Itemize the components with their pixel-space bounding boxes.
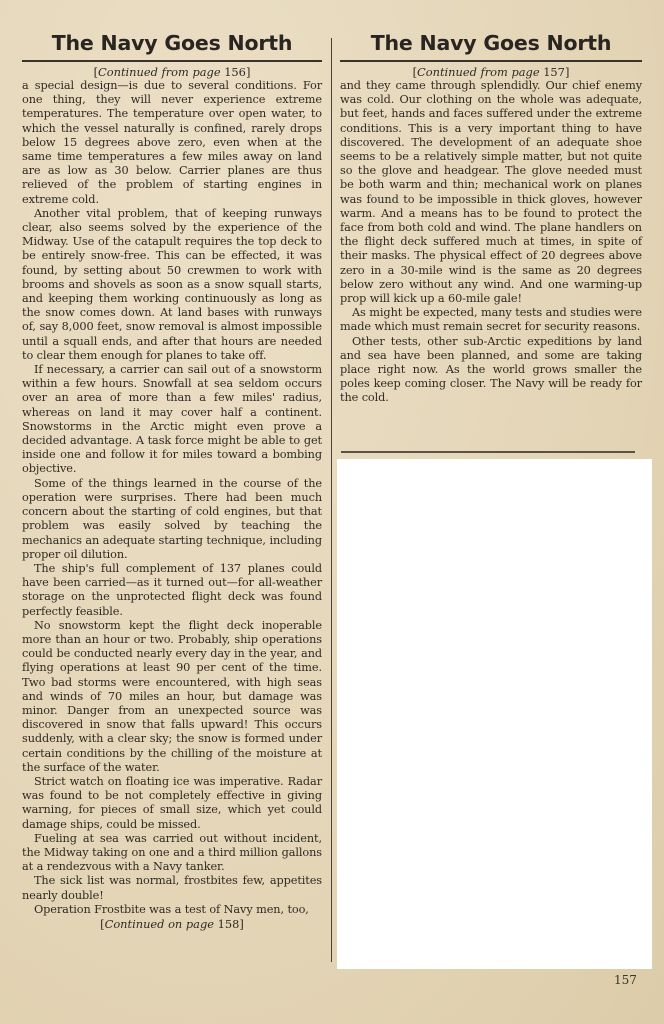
page-number: 157	[614, 973, 637, 987]
blank-region	[337, 459, 652, 969]
continued-on-page: 158	[217, 916, 240, 931]
paragraph: Fueling at sea was carried out without incident, the Midway taking on one and a third million gallons at a rendezvous with a Navy tanker.	[22, 831, 322, 874]
continued-on-left: [Continued on page 158]	[100, 916, 244, 931]
paragraph: If necessary, a carrier can sail out of a snowstorm within a few hours. Snowfall at sea seldom occurs over an area of more than a few miles' radius, whereas on land it may cover half a continent. Snowstorms in the Arctic might even prove a decided advantage. A task force might be able to get inside one and follow it for miles toward a bombing objective.	[22, 363, 322, 476]
article-title-right: The Navy Goes North	[370, 31, 612, 55]
paragraph: and they came through splendidly. Our chief enemy was cold. Our clothing on the whole was adequate, but feet, hands and faces suffered under the extreme conditions. This is a very important thing to have discovered. The development of an adequate shoe seems to be a relatively simple matter, but not quite so the glove and headgear. The glove needed must be both warm and thin; mechanical work on planes was found to be impossible in thick gloves, however warm. And a means has to be found to protect the face from both cold and wind. The plane handlers on the flight deck suffered much at times, in spite of their masks. The physical effect of 20 degrees above zero in a 30-mile wind is the same as 20 degrees below zero without any wind. And one warming-up prop will kick up a 60-mile gale!	[340, 79, 642, 306]
paragraph: Some of the things learned in the course of the operation were surprises. There had been much concern about the starting of cold engines, but that problem was easily solved by teaching the mechanics an adequate starting technique, including proper oil dilution.	[22, 476, 322, 561]
continued-from-label: Continued from page	[98, 65, 221, 79]
paragraph: The ship's full complement of 137 planes could have been carried—as it turned out—for all-weather storage on the unprotected flight deck was found perfectly feasible.	[22, 561, 322, 618]
title-rule-left	[22, 60, 322, 62]
paragraph: Another vital problem, that of keeping runways clear, also seems solved by the experience of the Midway. Use of the catapult requires the top deck to be entirely snow-free. This can be effected, it was found, by setting about 50 crewmen to work with brooms and shovels as soon as a snow squall starts, and keeping them working continuously as long as the snow comes down. At land bases with runways of, say 8,000 feet, snow removal is almost impossible until a squall ends, and after that hours are needed to clear them enough for planes to take off.	[22, 206, 322, 362]
continued-from-label: Continued from page	[417, 65, 540, 79]
paragraph: The sick list was normal, frostbites few, appetites nearly double!	[22, 874, 322, 902]
continued-from-page: 157	[543, 65, 565, 79]
continued-on-label: Continued on page	[104, 916, 214, 931]
paragraph: No snowstorm kept the flight deck inoperable more than an hour or two. Probably, ship operations could be conducted nearly every day in the year, and flying operations at least 90 per cent of the time. Two bad storms were encountered, with high seas and winds of 70 miles an hour, but damage was minor. Danger from an unexpected source was discovered in snow that falls upward! This occurs suddenly, with a clear sky; the snow is formed under certain conditions by the chilling of the moisture at the surface of the water.	[22, 618, 322, 774]
paragraph: Operation Frostbite was a test of Navy men, too,	[34, 902, 309, 916]
paragraph: Other tests, other sub-Arctic expeditions by land and sea have been planned, and some are taking place right now. As the world grows smaller the poles keep coming closer. The Navy will be ready for the cold.	[340, 334, 642, 405]
title-rule-right	[340, 60, 642, 62]
paragraph: As might be expected, many tests and studies were made which must remain secret for security reasons.	[340, 306, 642, 334]
column-divider	[331, 38, 332, 962]
continued-from-page: 156	[224, 65, 246, 79]
continued-from-right: [Continued from page 157]	[412, 65, 570, 79]
paragraph: Strict watch on floating ice was imperative. Radar was found to be not completely effective in giving warning, for pieces of small size, which yet could damage ships, could be missed.	[22, 774, 322, 831]
end-rule	[341, 451, 635, 453]
left-column	[22, 26, 322, 931]
continued-from-left: [Continued from page 156]	[93, 65, 251, 79]
paragraph: a special design—is due to several conditions. For one thing, they will never experience extreme temperatures. The temperature over open water, to which the vessel naturally is confined, rarely drops below 15 degrees above zero, even when at the same time temperatures a few miles away on land are as low as 30 below. Carrier planes are thus relieved of the problem of starting engines in extreme cold.	[22, 79, 322, 206]
article-title-left: The Navy Goes North	[51, 31, 293, 55]
right-column	[340, 26, 642, 406]
